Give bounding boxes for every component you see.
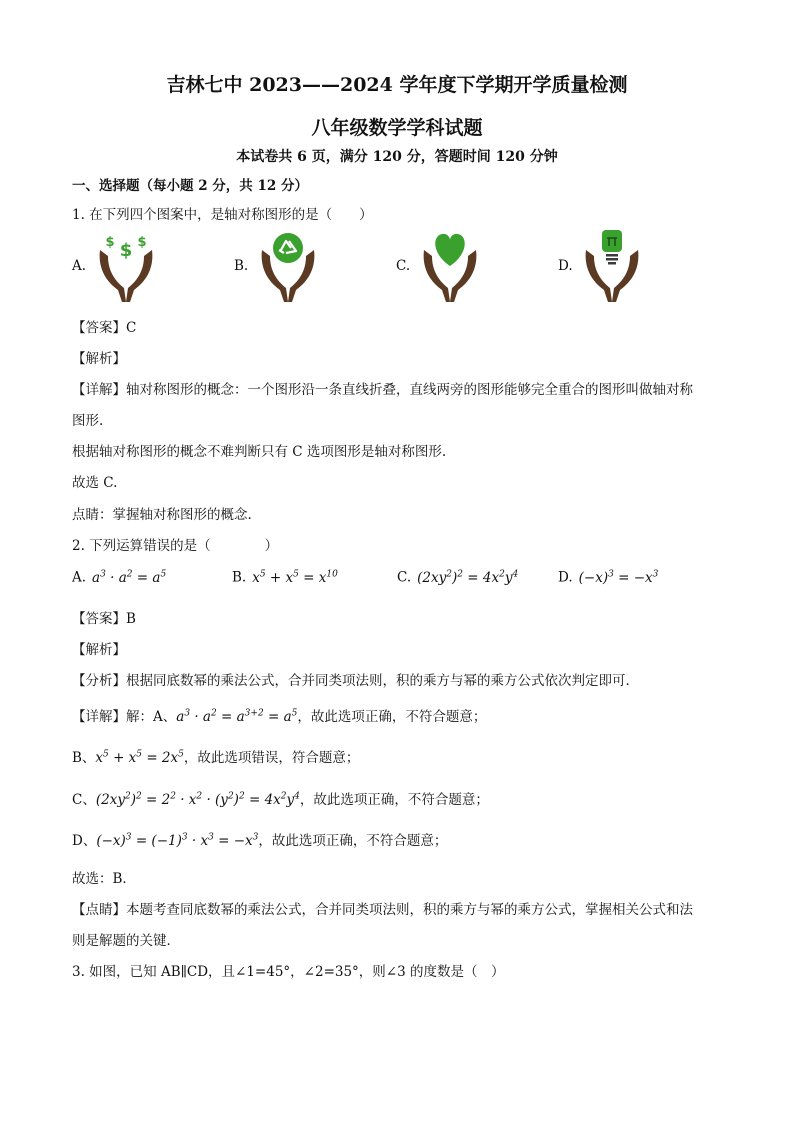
q1-detail-line1: 【详解】轴对称图形的概念：一个图形沿一条直线折叠，直线两旁的图形能够完全重合的图形叫做轴对称 — [72, 382, 693, 398]
exam-title: 吉林七中 2023——2024 学年度下学期开学质量检测 — [166, 74, 628, 96]
option-label: B. — [232, 569, 247, 586]
option-label: D. — [558, 258, 573, 274]
detail-prefix: D、 — [72, 833, 97, 849]
option-label: D. — [558, 569, 573, 586]
q2-detail-b — [72, 746, 359, 766]
q2-analysis: 【解析】 — [72, 642, 126, 658]
q1-comment: 点睛：掌握轴对称图形的概念. — [72, 507, 252, 523]
q1-choose: 故选 C. — [72, 475, 118, 491]
q2-answer: 【答案】B — [72, 611, 136, 627]
formula: $(2xy^2)^2 = 2^2 \cdot x^2 \cdot (y^2)^2 = 4x^2y^4$ — [95, 791, 300, 808]
detail-tail: ，故此选项正确，不符合题意； — [297, 709, 487, 725]
q2-detail-a — [72, 705, 486, 725]
detail-tail: ，故此选项正确，不符合题意； — [258, 833, 448, 849]
detail-tail: ，故此选项正确，不符合题意； — [299, 792, 489, 808]
heart-hands-icon — [418, 228, 482, 304]
q2-option-b — [232, 569, 338, 586]
formula: $x^5 + x^5 = x^{10}$ — [252, 569, 338, 586]
q1-answer: 【答案】C — [72, 320, 137, 336]
q1-options — [72, 228, 732, 310]
q1-detail-line2: 图形. — [72, 413, 104, 429]
recycle-hands-icon — [256, 228, 320, 304]
exam-subtitle: 八年级数学学科试题 — [311, 117, 483, 139]
formula: $(2xy^2)^2 = 4x^2y^4$ — [417, 569, 519, 586]
q1-stem: 1. 在下列四个图案中，是轴对称图形的是（ ） — [72, 207, 373, 223]
detail-prefix: C、 — [72, 792, 96, 808]
q2-option-c — [397, 569, 518, 586]
formula: $x^5 + x^5 = 2x^5$ — [95, 749, 184, 766]
formula: $a^3 \cdot a^2 = a^{3+2} = a^5$ — [176, 708, 298, 725]
formula: $(-x)^3 = (-1)^3 \cdot x^3 = -x^3$ — [96, 832, 259, 849]
option-label: A. — [72, 258, 87, 274]
q1-analysis: 【解析】 — [72, 351, 126, 367]
q2-choose: 故选：B． — [72, 871, 136, 887]
q2-comment-line1: 【点睛】本题考查同底数幂的乘法公式，合并同类项法则，积的乘方与幂的乘方公式，掌握相关公式和法 — [72, 902, 693, 918]
q2-comment-line2: 则是解题的关键． — [72, 933, 180, 949]
q1-option-a — [72, 228, 222, 310]
option-label: A. — [72, 569, 87, 586]
q1-option-d — [558, 228, 708, 310]
q2-detail-c — [72, 788, 489, 808]
q2-option-d — [558, 569, 658, 586]
detail-tail: ，故此选项错误，符合题意； — [183, 750, 360, 766]
q2-option-a — [72, 569, 166, 586]
formula: $(-x)^3 = -x^3$ — [578, 569, 659, 586]
q2-detail-d — [72, 829, 447, 849]
q3-stem: 3. 如图，已知 AB∥CD，且∠1=45°，∠2=35°，则∠3 的度数是（ ） — [72, 964, 505, 980]
section-heading: 一、选择题（每小题 2 分，共 12 分） — [72, 178, 308, 194]
q2-fenxi: 【分析】根据同底数幂的乘法公式，合并同类项法则，积的乘方与幂的乘方公式依次判定即可． — [72, 673, 639, 689]
svg-text:$: $ — [119, 240, 133, 261]
svg-text:$: $ — [105, 235, 115, 250]
q1-option-c — [396, 228, 546, 310]
option-label: C. — [397, 569, 412, 586]
option-label: C. — [396, 258, 411, 274]
bulb-hands-icon — [580, 228, 644, 304]
formula: $a^3 \cdot a^2 = a^5$ — [92, 569, 167, 586]
dollar-hands-icon — [94, 228, 158, 304]
q1-option-b — [234, 228, 384, 310]
detail-prefix: B、 — [72, 750, 96, 766]
q1-detail-line3: 根据轴对称图形的概念不难判断只有 C 选项图形是轴对称图形. — [72, 444, 447, 460]
detail-prefix: 【详解】解：A、 — [72, 709, 177, 725]
svg-text:$: $ — [137, 235, 147, 250]
q2-stem: 2. 下列运算错误的是（ ） — [72, 538, 279, 554]
option-label: B. — [234, 258, 249, 274]
exam-info: 本试卷共 6 页，满分 120 分，答题时间 120 分钟 — [236, 149, 558, 165]
